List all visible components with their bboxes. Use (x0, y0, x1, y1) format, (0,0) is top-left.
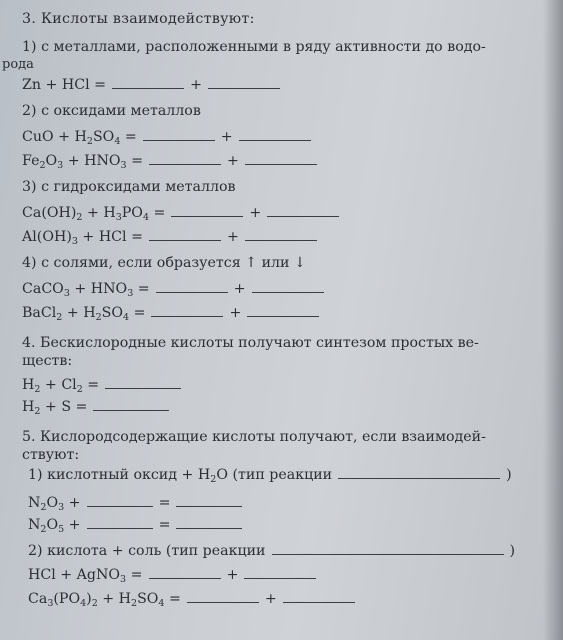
section3-item2: 2) с оксидами металлов (22, 103, 201, 119)
equation-caoh2-h3po4: $Ca(OH)_2 + H_3PO_4$ = + (22, 204, 345, 222)
answer-blank[interactable] (93, 409, 169, 411)
section4-line1: 4. Бескислородные кислоты получают синтезом простых ве- (22, 335, 479, 351)
equation-h2-cl2: $H_2 + Cl_2$ = (22, 376, 187, 394)
answer-blank[interactable] (244, 577, 316, 579)
answer-blank[interactable] (149, 163, 221, 165)
page-shadow-edge (543, 0, 563, 640)
section3-title: 3. Кислоты взаимодействуют: (22, 11, 255, 27)
section5-item1: 1) кислотный оксид + $H_2O$ (тип реакции ) (28, 467, 512, 485)
answer-blank[interactable] (149, 577, 221, 579)
equation-caco3-hno3: CaCO$_3$ + $HNO_3$ = + (22, 280, 330, 298)
answer-blank[interactable] (245, 239, 317, 241)
section5-item2: 2) кислота + соль (тип реакции ) (28, 543, 516, 559)
answer-blank[interactable] (252, 291, 324, 293)
answer-blank[interactable] (239, 139, 311, 141)
equation-hcl-agno3: HCl + AgNO$_3$ = + (28, 566, 322, 584)
equation-ca3po42-h2so4: $Ca_3(PO_4)_2 + H_2SO_4$ = + (28, 590, 361, 608)
answer-blank[interactable] (112, 87, 184, 89)
equation-zn-hcl: Zn + HCl = + (22, 76, 286, 94)
section3-item1-line2: рода (2, 57, 34, 72)
answer-blank[interactable] (245, 163, 317, 165)
answer-blank[interactable] (176, 527, 242, 529)
answer-blank[interactable] (87, 505, 153, 507)
equation-n2o3: $N_2O_3$ + = (28, 494, 248, 512)
answer-blank[interactable] (283, 601, 355, 603)
equation-h2-s: $H_2 + S$ = (22, 398, 175, 416)
answer-blank[interactable] (87, 527, 153, 529)
answer-blank[interactable] (156, 291, 228, 293)
answer-blank[interactable] (149, 239, 221, 241)
reaction-type-blank[interactable] (272, 553, 504, 555)
equation-aloh3-hcl: $Al(OH)_3$ + HCl = + (22, 228, 323, 246)
section5-line1: 5. Кислородсодержащие кислоты получают, если взаимодей- (22, 429, 486, 445)
answer-blank[interactable] (176, 505, 242, 507)
equation-fe2o3-hno3: $Fe_2O_3 + HNO_3$ = + (22, 152, 323, 170)
equation-n2o5: $N_2O_5$ + = (28, 516, 248, 534)
equation-bacl2-h2so4: BaCl$_2$ + $H_2SO_4$ = + (22, 304, 325, 322)
section4-line2: ществ: (22, 353, 73, 369)
answer-blank[interactable] (143, 139, 215, 141)
answer-blank[interactable] (247, 315, 319, 317)
section3-item1-line1: 1) с металлами, расположенными в ряду активности до водо- (22, 39, 486, 55)
section3-item3: 3) с гидроксидами металлов (22, 179, 236, 195)
answer-blank[interactable] (151, 315, 223, 317)
answer-blank[interactable] (187, 601, 259, 603)
answer-blank[interactable] (105, 387, 181, 389)
answer-blank[interactable] (208, 87, 280, 89)
reaction-type-blank[interactable] (338, 477, 500, 479)
equation-cuo-h2so4: CuO + $H_2SO_4$ = + (22, 128, 317, 146)
answer-blank[interactable] (171, 215, 243, 217)
answer-blank[interactable] (267, 215, 339, 217)
section5-line2: ствуют: (22, 447, 80, 463)
section3-item4: 4) с солями, если образуется ↑ или ↓ (22, 255, 306, 271)
